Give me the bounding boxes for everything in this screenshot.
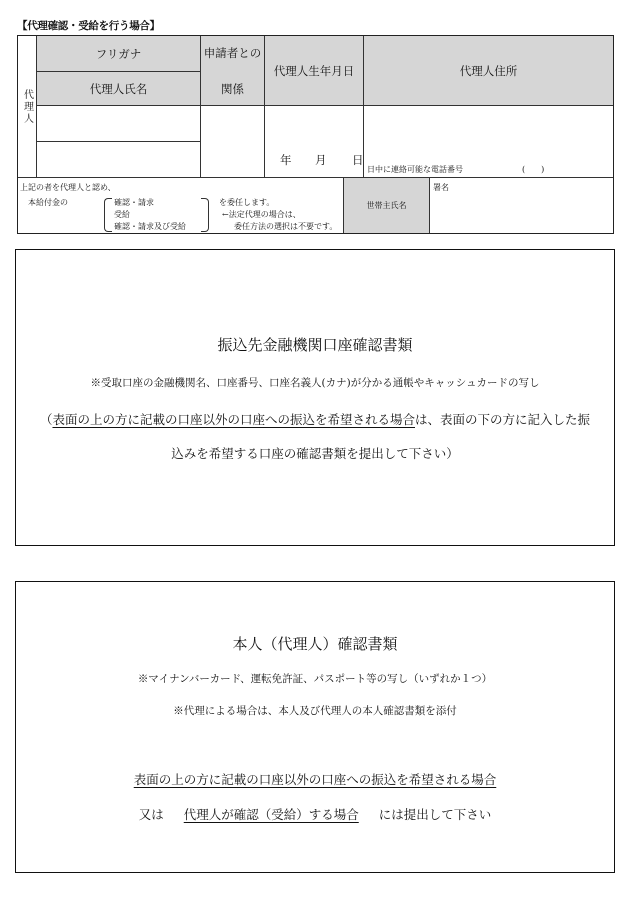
relation-header xyxy=(200,36,264,105)
agent-name-input[interactable] xyxy=(36,141,200,177)
bank-docs-detail-line2: 込みを希望する口座の確認書類を提出して下さい） xyxy=(171,446,459,461)
signature-label: 署名 xyxy=(433,183,449,192)
side-label: 代理人 xyxy=(21,88,33,125)
bank-docs-note: ※受取口座の金融機関名、口座番号、口座名義人(カナ)が分かる通帳やキャッシュカードの写し xyxy=(90,377,540,389)
birthdate-input[interactable] xyxy=(264,105,363,177)
agent-name-header: 代理人氏名 xyxy=(36,71,200,105)
furigana-header: フリガナ xyxy=(36,36,200,71)
option-confirm-request-receive[interactable]: 確認・請求及び受給 xyxy=(114,222,186,231)
signature-input[interactable] xyxy=(429,177,613,233)
identity-docs-note2: ※代理による場合は、本人及び代理人の本人確認書類を添付 xyxy=(173,705,457,717)
address-input[interactable] xyxy=(363,105,613,177)
cond2-prefix: 又は xyxy=(138,807,164,822)
entrust-line1: を委任します。 xyxy=(219,198,275,207)
furigana-input[interactable] xyxy=(36,105,200,141)
delegation-line1: 上記の者を代理人と認め、 xyxy=(20,183,116,192)
relation-input[interactable] xyxy=(200,105,264,177)
entrust-line2: ←法定代理の場合は、 xyxy=(222,210,301,219)
year-label: 年 xyxy=(280,153,292,167)
day-label: 日 xyxy=(352,153,364,167)
householder-label xyxy=(343,177,429,233)
detail-underlined: 表面の上の方に記載の口座以外の口座への振込を希望される場合 xyxy=(52,412,415,427)
entrust-line3: 委任方法の選択は不要です。 xyxy=(234,222,338,231)
side-label-cell xyxy=(18,36,36,177)
detail-rest: は、表面の下の方に記入した振 xyxy=(415,412,591,427)
identity-docs-box xyxy=(15,581,615,873)
agent-form xyxy=(17,35,614,234)
phone-label: 日中に連絡可能な電話番号 xyxy=(367,165,463,174)
section-header: 【代理確認・受給を行う場合】 xyxy=(17,20,160,32)
identity-condition2 xyxy=(16,805,614,823)
cond2-suffix: には提出して下さい xyxy=(378,807,492,822)
relation-line2: 関係 xyxy=(221,82,244,96)
identity-docs-note1: ※マイナンバーカード、運転免許証、パスポート等の写し（いずれか１つ） xyxy=(137,673,493,685)
cond2-underlined: 代理人が確認（受給）する場合 xyxy=(183,807,359,822)
identity-condition1: 表面の上の方に記載の口座以外の口座への振込を希望される場合 xyxy=(133,772,497,787)
householder-text: 世帯主氏名 xyxy=(366,201,407,210)
address-header: 代理人住所 xyxy=(363,36,613,105)
delegation-line2: 本給付金の xyxy=(28,198,68,207)
bank-docs-title: 振込先金融機関口座確認書類 xyxy=(217,336,413,354)
birthdate-header: 代理人生年月日 xyxy=(264,36,363,105)
detail-open-paren: （ xyxy=(39,412,53,427)
option-receive[interactable]: 受給 xyxy=(114,210,130,219)
bank-docs-detail-line1 xyxy=(16,410,614,428)
bracket-left xyxy=(104,198,112,232)
bank-account-docs-box xyxy=(15,249,615,546)
bracket-right xyxy=(201,198,209,232)
phone-paren: ( ) xyxy=(522,165,545,174)
relation-line1: 申請者との xyxy=(203,46,262,60)
delegation-cell xyxy=(18,177,343,233)
identity-docs-title: 本人（代理人）確認書類 xyxy=(232,635,398,653)
month-label: 月 xyxy=(315,153,327,167)
option-confirm-request[interactable]: 確認・請求 xyxy=(114,198,154,207)
